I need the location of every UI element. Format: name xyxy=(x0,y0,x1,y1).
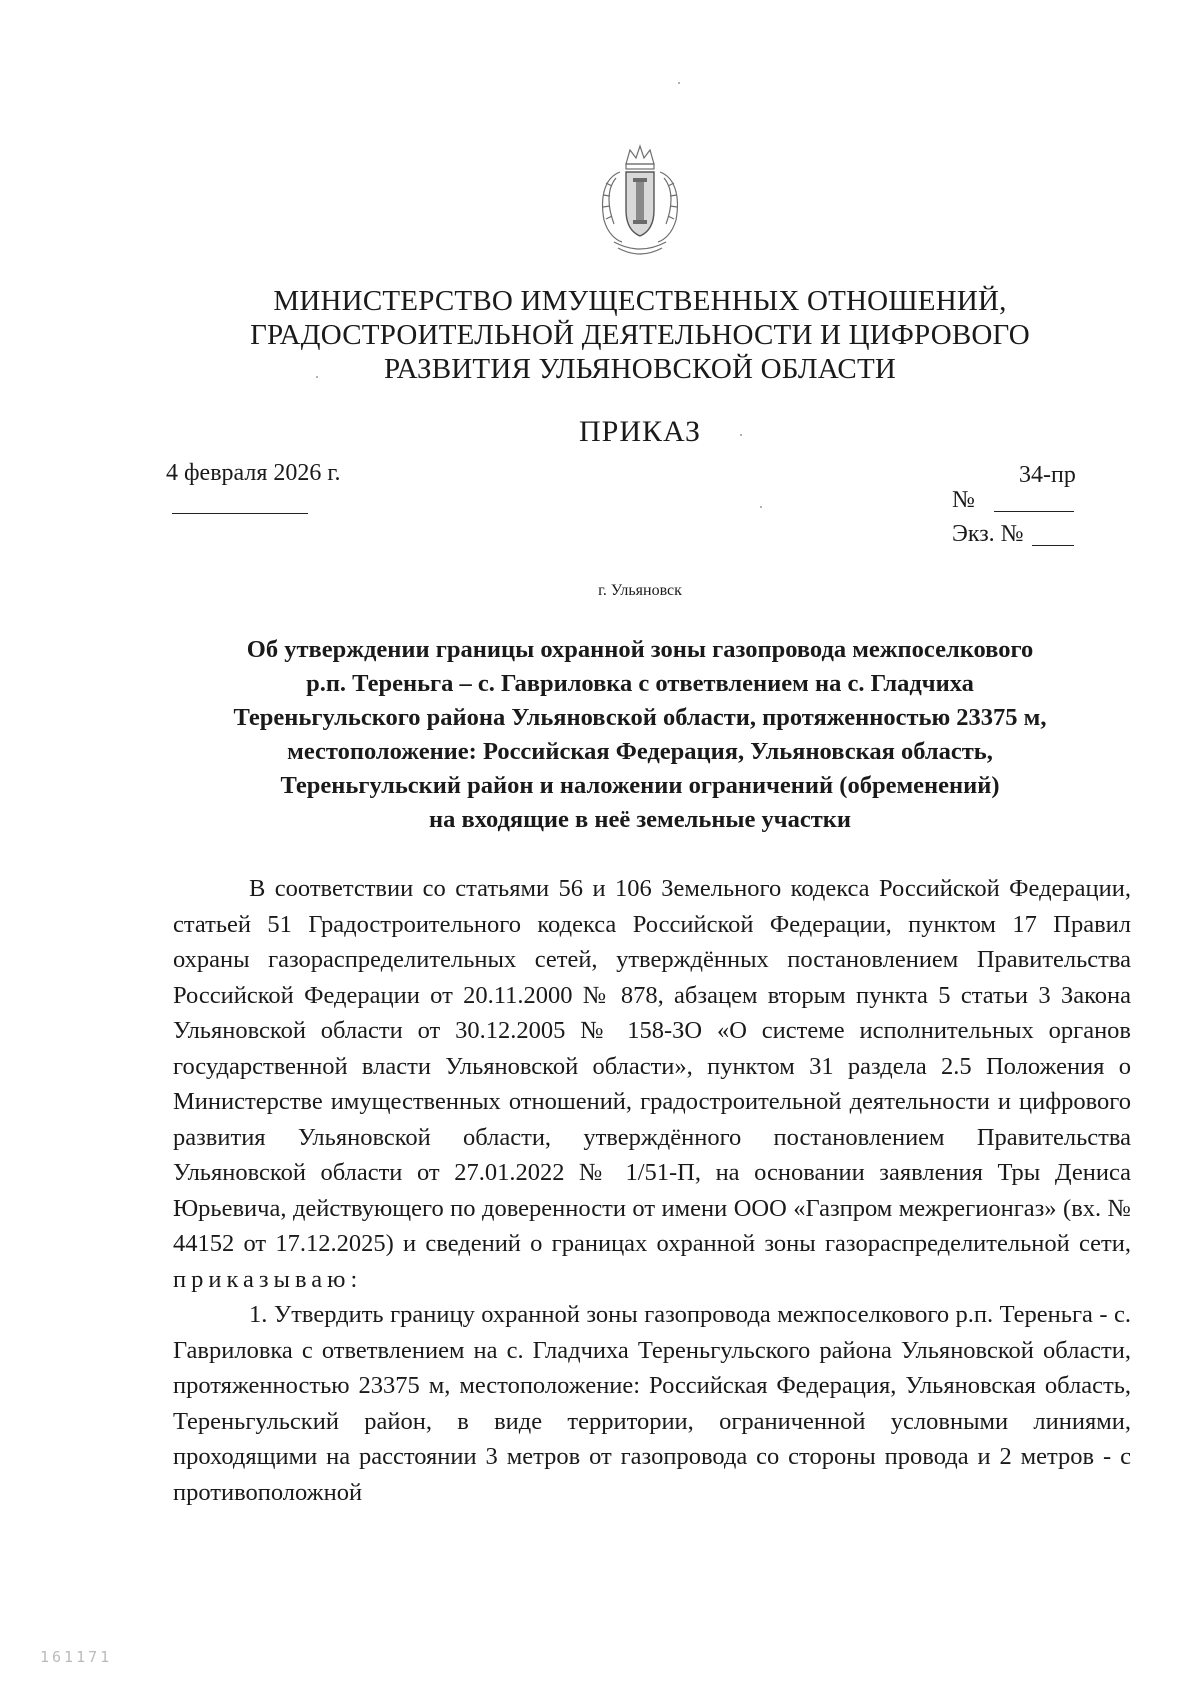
ministry-line: ГРАДОСТРОИТЕЛЬНОЙ ДЕЯТЕЛЬНОСТИ И ЦИФРОВОГО xyxy=(250,319,1030,351)
number-underline xyxy=(994,511,1074,512)
scan-speck xyxy=(740,434,742,436)
date-underline xyxy=(172,513,308,514)
preamble-text: В соответствии со статьями 56 и 106 Земельного кодекса Российской Федерации, статьей 51 Градостроительного кодекса Российской Федерации, пунктом 17 Правил охраны газораспределительных сетей, утверждённых постановлением Правительства Российской Федерации от 20.11.2000 № 878, абзацем вторым пункта 5 статьи 3 Закона Ульяновской области от 30.12.2005 № 158-ЗО «О системе исполнительных органов государственной власти Ульяновской области», пунктом 31 раздела 2.5 Положения о Министерстве имущественных отношений, градостроительной деятельности и цифрового развития Ульяновской области, утверждённого постановлением Правительства Ульяновской области от 27.01.2022 № 1/51-П, на основании заявления Тры Дениса Юрьевича, действующего по доверенности от имени ООО «Газпром межрегионгаз» (вх. № 44152 от 17.12.2025) и сведений о границах охранной зоны газораспределительной сети, xyxy=(173,875,1131,1257)
scan-speck xyxy=(678,82,680,84)
ministry-line: РАЗВИТИЯ УЛЬЯНОВСКОЙ ОБЛАСТИ xyxy=(383,353,897,385)
subject-line: на входящие в неё земельные участки xyxy=(428,806,852,833)
preamble-paragraph xyxy=(173,871,1131,1297)
order-date: 4 февраля 2026 г. xyxy=(166,460,341,486)
document-type: ПРИКАЗ xyxy=(579,415,701,448)
clause-1-paragraph: 1. Утвердить границу охранной зоны газопровода межпоселкового р.п. Тереньга - с. Гавриловка с ответвлением на с. Гладчиха Тереньгульского района Ульяновской области, протяженностью 23375 м, местоположение: Российская Федерация, Ульяновская область, Тереньгульский район, в виде территории, ограниченной условными линиями, проходящими на расстоянии 3 метров от газопровода со стороны провода и 2 метров - с противоположной xyxy=(173,1301,1131,1506)
order-body xyxy=(173,871,1131,1510)
scan-speck xyxy=(760,506,762,508)
subject-line: Тереньгульского района Ульяновской области, протяженностью 23375 м, xyxy=(233,704,1047,731)
coat-of-arms-icon xyxy=(592,142,688,262)
copy-number-underline xyxy=(1032,545,1074,546)
ministry-line: МИНИСТЕРСТВО ИМУЩЕСТВЕННЫХ ОТНОШЕНИЙ, xyxy=(273,285,1007,317)
subject-line: местоположение: Российская Федерация, Ульяновская область, xyxy=(287,738,993,765)
ministry-name xyxy=(200,284,1080,386)
order-number: 34-пр xyxy=(1019,462,1076,488)
order-word: приказываю: xyxy=(173,1265,363,1293)
subject-line: Тереньгульский район и наложении ограничений (обременений) xyxy=(280,772,1000,799)
number-label: № xyxy=(952,487,975,513)
order-subject xyxy=(160,633,1120,837)
scan-speck xyxy=(316,376,318,378)
scan-footer-mark: 161171 xyxy=(40,1648,113,1666)
copy-number-label: Экз. № xyxy=(952,521,1024,547)
subject-line: р.п. Тереньга – с. Гавриловка с ответвлением на с. Гладчиха xyxy=(306,670,974,697)
subject-line: Об утверждении границы охранной зоны газопровода межпоселкового xyxy=(246,636,1034,663)
city: г. Ульяновск xyxy=(598,582,682,599)
